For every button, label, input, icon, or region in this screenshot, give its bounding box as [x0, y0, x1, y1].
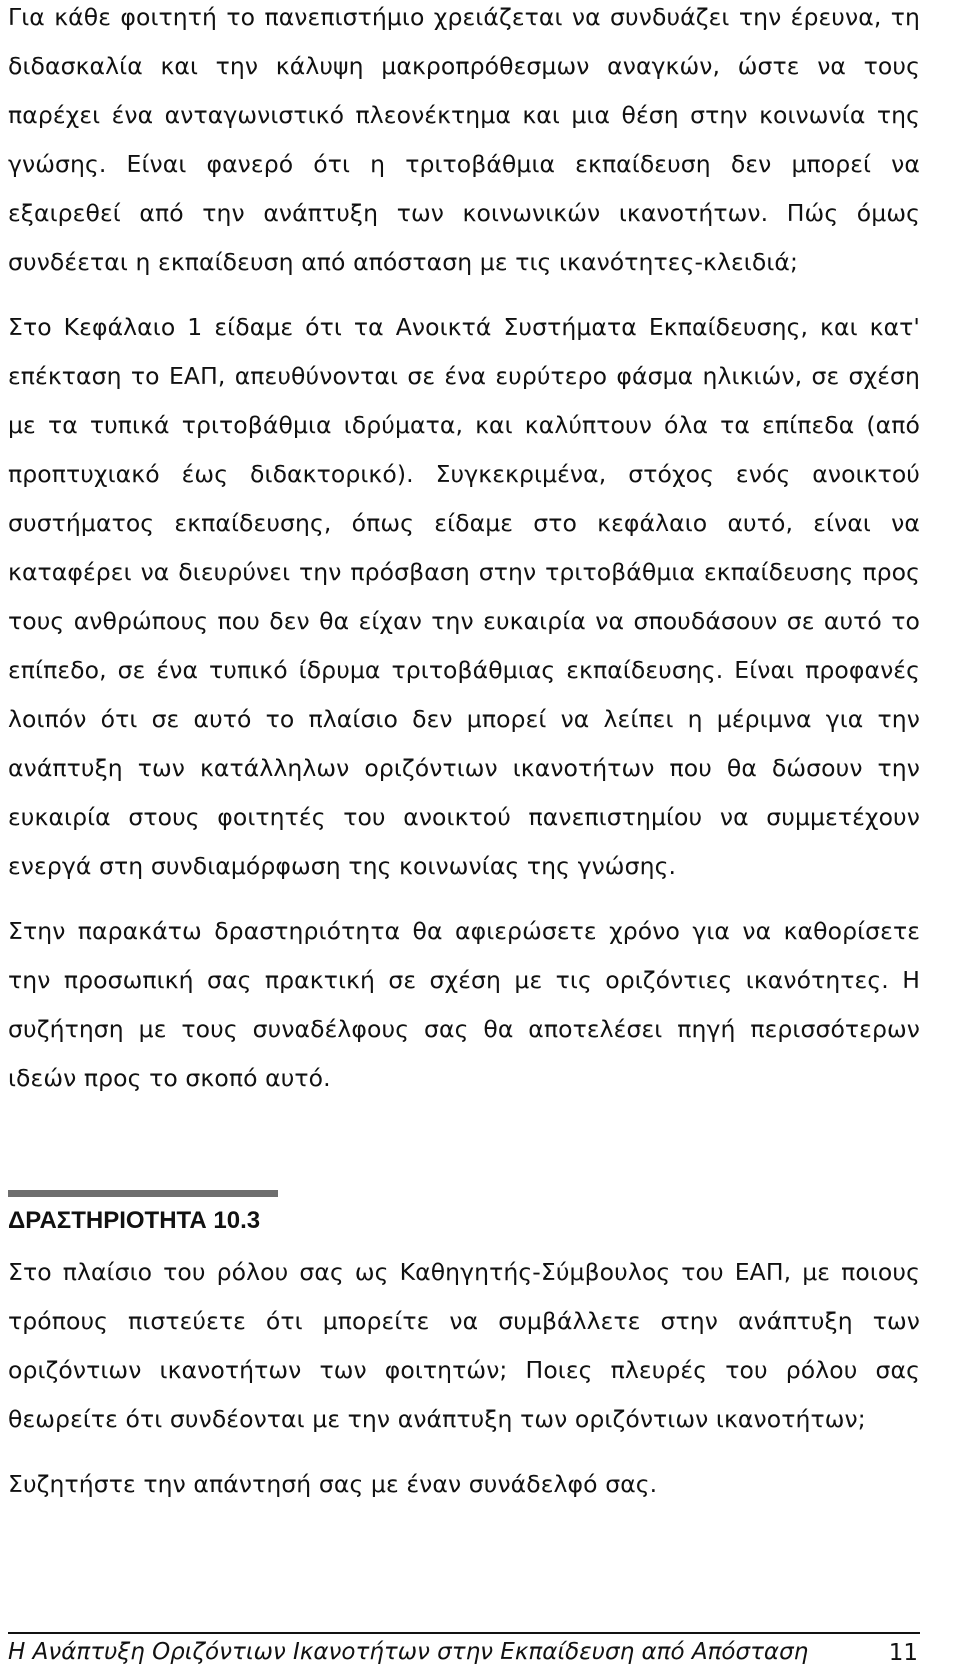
footer-title: Η Ανάπτυξη Οριζόντιων Ικανοτήτων στην Εκπαίδευση από Απόσταση — [8, 1639, 809, 1665]
document-page — [8, 0, 920, 1103]
body-paragraph: Για κάθε φοιτητή το πανεπιστήμιο χρειάζεται να συνδυάζει την έρευνα, τη διδασκαλία και την κάλυψη μακροπρόθεσμων αναγκών, ώστε να τους παρέχει ένα ανταγωνιστικό πλεονέκτημα και μια θέση στην κοινωνία της γνώσης. Είναι φανερό ότι η τριτοβάθμια εκπαίδευση δεν μπορεί να εξαιρεθεί από την ανάπτυξη των κοινωνικών ικανοτήτων. Πώς όμως συνδέεται η εκπαίδευση από απόσταση με τις ικανότητες-κλειδιά; — [8, 3, 920, 276]
footer-divider — [8, 1632, 920, 1634]
activity-paragraph: Συζητήστε την απάντησή σας με έναν συνάδελφό σας. — [8, 1470, 658, 1498]
activity-paragraph: Στο πλαίσιο του ρόλου σας ως Καθηγητής-Σύμβουλος του ΕΑΠ, με ποιους τρόπους πιστεύετε ότι μπορείτε να συμβάλλετε στην ανάπτυξη των οριζόντιων ικανοτήτων των φοιτητών; Ποιες πλευρές του ρόλου σας θεωρείτε ότι συνδέονται με την ανάπτυξη των οριζόντιων ικανοτήτων; — [8, 1258, 920, 1433]
activity-block — [8, 1248, 920, 1509]
body-paragraph: Στο Κεφάλαιο 1 είδαμε ότι τα Ανοικτά Συστήματα Εκπαίδευσης, και κατ' επέκταση το ΕΑΠ, απευθύνονται σε ένα ευρύτερο φάσμα ηλικιών, σε σχέση με τα τυπικά τριτοβάθμια ιδρύματα, και καλύπτουν όλα τα επίπεδα (από προπτυχιακό έως διδακτορικό). Συγκεκριμένα, στόχος ενός ανοικτού συστήματος εκπαίδευσης, όπως είδαμε στο κεφάλαιο αυτό, είναι να καταφέρει να διευρύνει την πρόσβαση στην τριτοβάθμια εκπαίδευσης προς τους ανθρώπους που δεν θα είχαν την ευκαιρία να σπουδάσουν σε αυτό το επίπεδο, σε ένα τυπικό ίδρυμα τριτοβάθμιας εκπαίδευσης. Είναι προφανές λοιπόν ότι σε αυτό το πλαίσιο δεν μπορεί να λείπει η μέριμνα για την ανάπτυξη των κατάλληλων οριζόντιων ικανοτήτων που θα δώσουν την ευκαιρία στους φοιτητές του ανοικτού πανεπιστημίου να συμμετέχουν ενεργά στη συνδιαμόρφωση της κοινωνίας της γνώσης. — [8, 313, 920, 880]
body-paragraph: Στην παρακάτω δραστηριότητα θα αφιερώσετε χρόνο για να καθορίσετε την προσωπική σας πρακτική σε σχέση με τις οριζόντιες ικανότητες. Η συζήτηση με τους συναδέλφους σας θα αποτελέσει πηγή περισσότερων ιδεών προς το σκοπό αυτό. — [8, 917, 920, 1092]
activity-divider — [8, 1190, 278, 1197]
activity-title: ΔΡΑΣΤΗΡΙΟΤΗΤΑ 10.3 — [8, 1207, 261, 1234]
page-number: 11 — [888, 1640, 918, 1666]
